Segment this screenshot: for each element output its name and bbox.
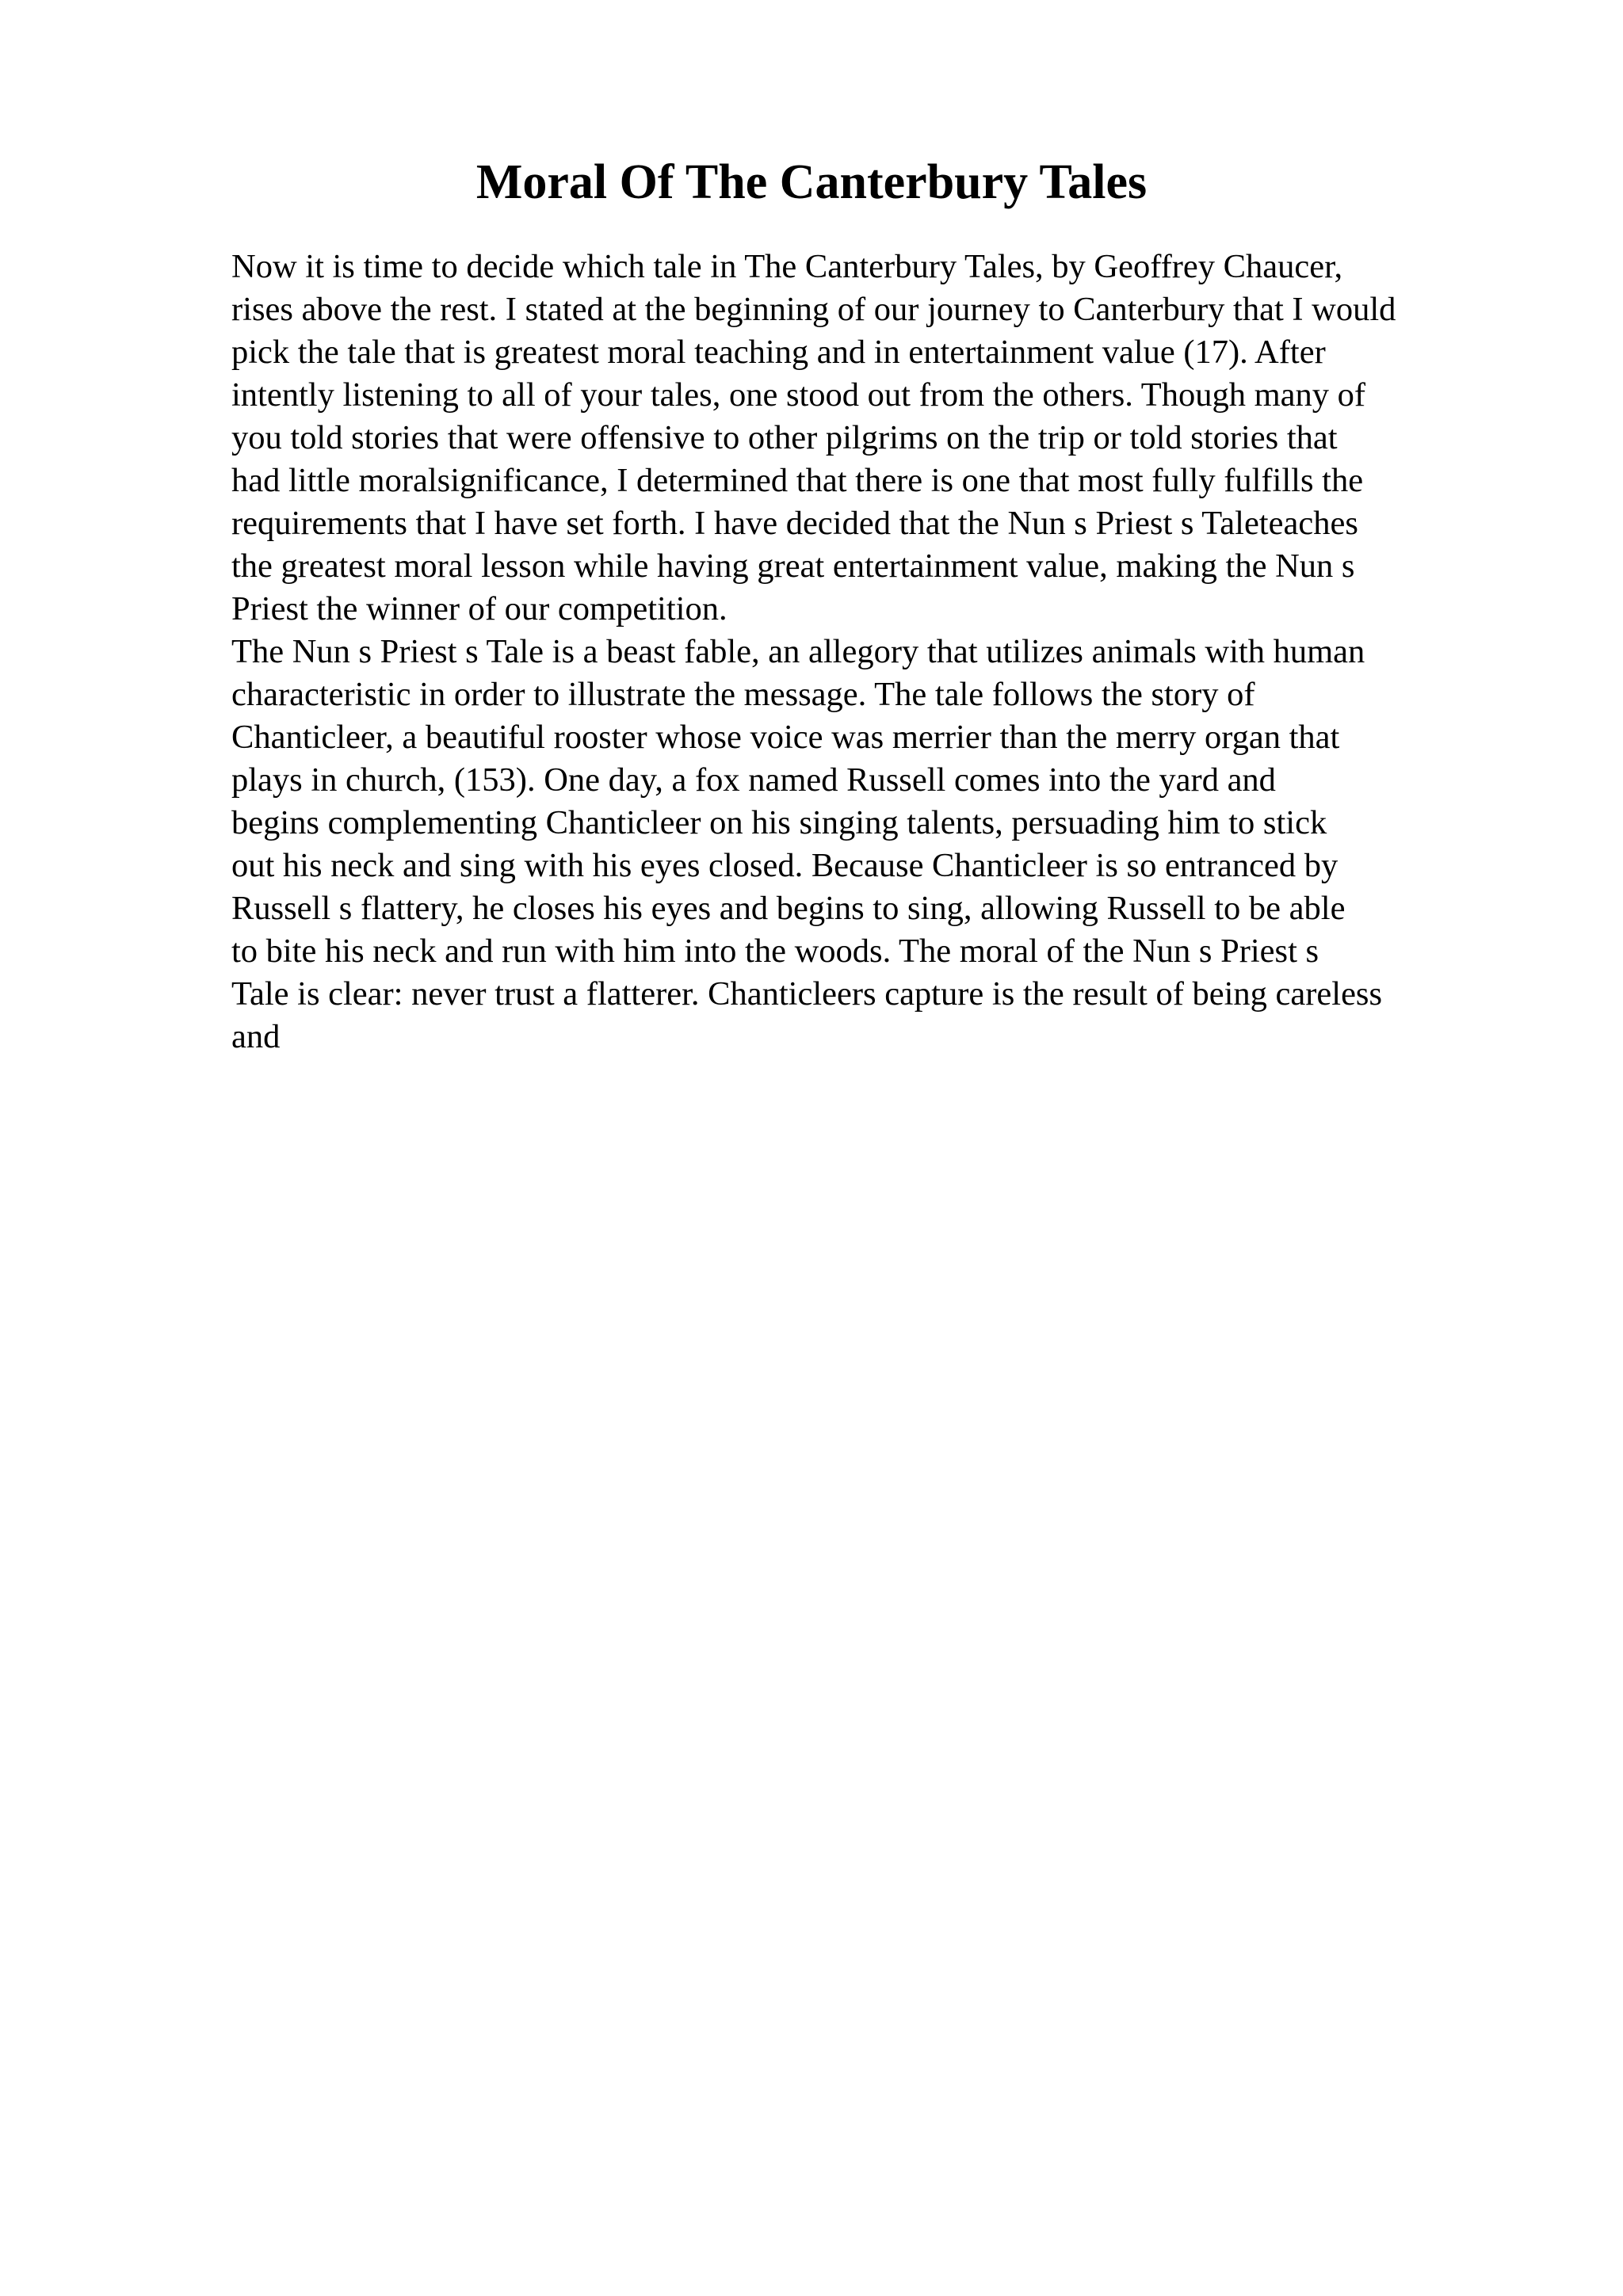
- body-line: rises above the rest. I stated at the beginning of our journey to Canterbury that I would: [231, 291, 1396, 328]
- body-line: Chanticleer, a beautiful rooster whose voice was merrier than the merry organ that: [231, 719, 1340, 756]
- body-line: pick the tale that is greatest moral teaching and in entertainment value (17). After: [231, 334, 1326, 371]
- body-line: Tale is clear: never trust a flatterer. Chanticleers capture is the result of being careless: [231, 975, 1383, 1013]
- body-line: The Nun s Priest s Tale is a beast fable, an allegory that utilizes animals with human: [231, 633, 1365, 670]
- body-line: Russell s flattery, he closes his eyes and begins to sing, allowing Russell to be able: [231, 890, 1346, 927]
- body-line: Now it is time to decide which tale in The Canterbury Tales, by Geoffrey Chaucer,: [231, 248, 1343, 285]
- body-line: Priest the winner of our competition.: [231, 590, 727, 627]
- body-line: you told stories that were offensive to other pilgrims on the trip or told stories that: [231, 419, 1338, 456]
- body-line: characteristic in order to illustrate the message. The tale follows the story of: [231, 676, 1255, 713]
- body-line: had little moralsignificance, I determined that there is one that most fully fulfills the: [231, 462, 1364, 499]
- body-line: to bite his neck and run with him into the woods. The moral of the Nun s Priest s: [231, 933, 1319, 970]
- body-line: begins complementing Chanticleer on his singing talents, persuading him to stick: [231, 804, 1327, 841]
- body-line: the greatest moral lesson while having great entertainment value, making the Nun s: [231, 547, 1355, 585]
- body-line: plays in church, (153). One day, a fox named Russell comes into the yard and: [231, 761, 1276, 799]
- body-line: and: [231, 1018, 281, 1055]
- document-title: Moral Of The Canterbury Tales: [475, 155, 1148, 209]
- body-line: intently listening to all of your tales, one stood out from the others. Though many of: [231, 376, 1366, 414]
- body-line: out his neck and sing with his eyes closed. Because Chanticleer is so entranced by: [231, 847, 1338, 884]
- document-body: [231, 246, 1594, 1058]
- body-line: requirements that I have set forth. I have decided that the Nun s Priest s Taleteaches: [231, 505, 1358, 542]
